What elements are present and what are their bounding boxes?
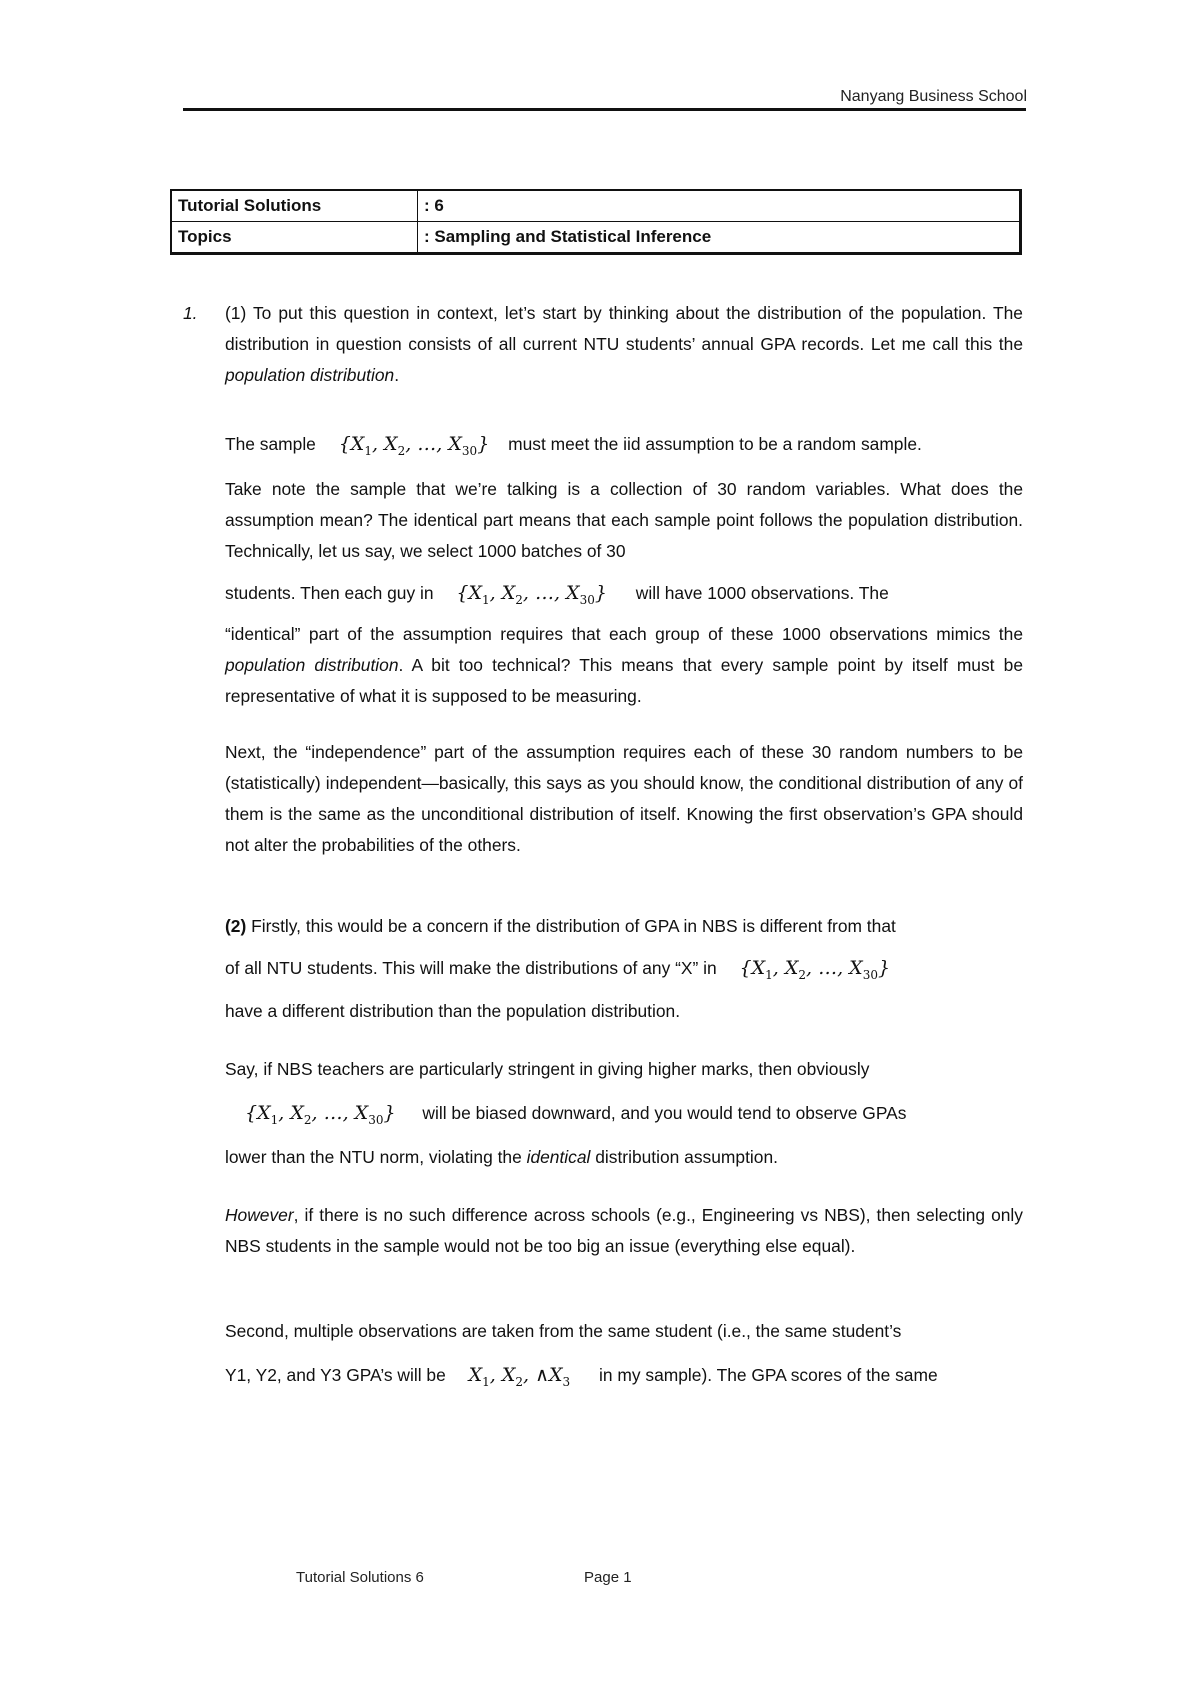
footer-page-number: Page 1	[584, 1569, 632, 1586]
paragraph-text: of all NTU students. This will make the distributions of any “X” in	[225, 958, 717, 978]
table-row	[171, 222, 1021, 254]
table-row	[171, 190, 1021, 222]
paragraph-population	[225, 298, 1023, 391]
sample-math-expression: {$X_1$, $X_2$, …, $X_{30}$}	[245, 1102, 396, 1127]
paragraph-text: Y1, Y2, and Y3 GPA’s will be	[225, 1365, 446, 1385]
sample-math-expression: {$X_1$, $X_2$, …, $X_{30}$}	[739, 957, 891, 982]
paragraph-text: , if there is no such difference across schools (e.g., Engineering vs NBS), then selecting only NBS students in the sample would not be too big an issue (everything else equal).	[225, 1205, 1023, 1256]
paragraph-text: Take note the sample that we’re talking is a collection of 30 random variables. What does the assumption mean? The identical part means that each sample point follows the population distribution. Technically, let us say, we select 1000 batches of 30	[225, 479, 1023, 561]
paragraph-text: . A bit too technical? This means that every sample point by itself must be representative of what it is supposed to be measuring.	[225, 655, 1023, 706]
tutorial-info-table	[170, 189, 1022, 255]
paragraph-however	[225, 1200, 1023, 1262]
paragraph-text: The sample	[225, 434, 316, 454]
emphasis-text: population distribution	[225, 655, 399, 675]
paragraph-text: will have 1000 observations. The	[635, 583, 889, 603]
paragraph-text: To put this question in context, let’s start by thinking about the distribution of the population. The distribution in question consists of all current NTU students’ annual GPA records. Let me call this the	[225, 303, 1023, 354]
part-label: (2)	[225, 916, 247, 936]
paragraph-text: must meet the iid assumption to be a random sample.	[508, 434, 922, 454]
emphasis-text: population distribution	[225, 365, 395, 385]
header-divider	[183, 108, 1026, 111]
sample-math-expression: $X_1$, $X_2$, $\wedge X_3$	[468, 1364, 571, 1389]
info-value: : 6	[418, 190, 1021, 222]
paragraph-text: in my sample). The GPA scores of the same	[599, 1365, 938, 1385]
paragraph-second-a	[225, 1316, 1023, 1347]
paragraph-text: students. Then each guy in	[225, 583, 434, 603]
footer-document-title: Tutorial Solutions 6	[296, 1569, 424, 1586]
sample-math-expression: {$X_1$, $X_2$, …, $X_{30}$}	[456, 582, 607, 607]
paragraph-stringent-b	[245, 1098, 1043, 1136]
paragraph-part2-b	[225, 953, 1023, 991]
question-number: 1.	[183, 303, 198, 323]
paragraph-second-b	[225, 1360, 1023, 1398]
paragraph-identical-c	[225, 619, 1023, 712]
paragraph-sample	[225, 429, 1023, 467]
paragraph-identical-a	[225, 474, 1023, 567]
paragraph-identical-b	[225, 578, 1023, 616]
paragraph-part2-c	[225, 996, 1023, 1027]
paragraph-independence	[225, 737, 1023, 861]
paragraph-text: Next, the “independence” part of the assumption requires each of these 30 random numbers to be (statistically) independent—basically, this says as you should know, the conditional distribution of any of them is the same as the unconditional distribution of itself. Knowing the first observation’s GPA should not alter the probabilities of the others.	[225, 742, 1023, 855]
paragraph-text: Second, multiple observations are taken from the same student (i.e., the same student’s	[225, 1321, 902, 1341]
paragraph-text: Say, if NBS teachers are particularly stringent in giving higher marks, then obviously	[225, 1059, 870, 1079]
paragraph-text: “identical” part of the assumption requires that each group of these 1000 observations mimics the	[225, 624, 1023, 644]
punctuation: .	[394, 365, 400, 385]
paragraph-text: distribution assumption.	[595, 1147, 778, 1167]
paragraph-part2	[225, 911, 1023, 942]
info-label: Topics	[171, 222, 418, 254]
paragraph-text: Firstly, this would be a concern if the distribution of GPA in NBS is different from that	[251, 916, 896, 936]
paragraph-text: have a different distribution than the population distribution.	[225, 1001, 681, 1021]
paragraph-text: lower than the NTU norm, violating the	[225, 1147, 522, 1167]
part-label: (1)	[225, 303, 247, 323]
paragraph-text: will be biased downward, and you would tend to observe GPAs	[422, 1103, 907, 1123]
paragraph-stringent-a	[225, 1054, 1023, 1085]
sample-math-expression: {$X_1$, $X_2$, …, $X_{30}$}	[338, 433, 490, 458]
header-school-name: Nanyang Business School	[840, 88, 1027, 105]
emphasis-text: identical	[526, 1147, 591, 1167]
paragraph-stringent-c	[225, 1142, 1023, 1173]
info-value: : Sampling and Statistical Inference	[418, 222, 1021, 254]
info-label: Tutorial Solutions	[171, 190, 418, 222]
emphasis-text: However	[225, 1205, 294, 1225]
